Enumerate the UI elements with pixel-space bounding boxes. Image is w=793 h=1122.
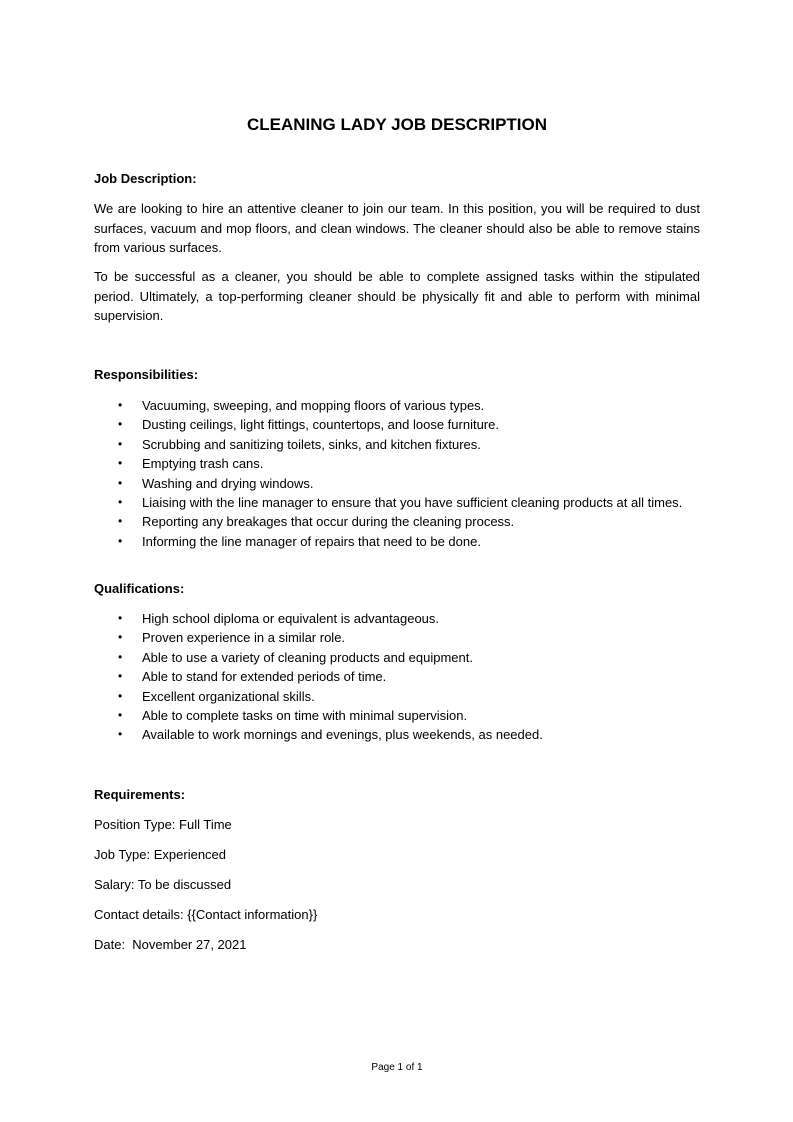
list-item [94,396,714,415]
list-item-text: Vacuuming, sweeping, and mopping floors of various types. [142,398,485,413]
date: Date: November 27, 2021 [94,937,247,952]
bullet-icon: • [118,533,123,548]
document-page [94,0,700,1122]
list-item [94,687,714,706]
list-item-text: Available to work mornings and evenings, plus weekends, as needed. [142,727,543,743]
list-item [94,435,714,454]
list-item-text: Emptying trash cans. [142,456,264,472]
bullet-icon: • [118,514,123,529]
job-description-heading: Job Description: [94,171,197,186]
salary: Salary: To be discussed [94,877,232,892]
bullet-icon: • [118,456,123,471]
bullet-icon: • [118,688,123,703]
page-number: Page 1 of 1 [371,1062,423,1073]
list-item [94,706,714,725]
list-item-text: Able to stand for extended periods of time. [142,669,387,685]
bullet-icon: • [118,727,123,742]
list-item-text: Proven experience in a similar role. [142,630,346,646]
qualifications-list [94,609,714,745]
bullet-icon: • [118,707,123,722]
qualifications-heading: Qualifications: [94,581,185,596]
list-item [94,667,714,686]
responsibilities-list [94,396,714,551]
list-item-text: Liaising with the line manager to ensure that you have sufficient cleaning products at all times. [142,494,683,510]
list-item-text: Excellent organizational skills. [142,688,315,704]
list-item [94,493,714,512]
list-item-text: Informing the line manager of repairs that need to be done. [142,533,481,549]
contact-details: Contact details: {{Contact information}} [94,907,318,922]
bullet-icon: • [118,436,123,451]
list-item [94,628,714,647]
list-item [94,454,714,473]
list-item [94,609,714,628]
requirements-heading: Requirements: [94,787,186,802]
bullet-icon: • [118,611,123,625]
bullet-icon: • [118,630,123,645]
job-description-paragraph-1: We are looking to hire an attentive cleaner to join our team. In this position, you will be required to dust surfaces, vacuum and mop floors, and clean windows. The cleaner should also be able to remove stains from various surfaces. [94,201,700,255]
document-title: CLEANING LADY JOB DESCRIPTION [246,115,548,134]
list-item [94,512,714,531]
list-item [94,532,714,551]
list-item-text: Dusting ceilings, light fittings, countertops, and loose furniture. [142,417,499,433]
list-item-text: Reporting any breakages that occur during the cleaning process. [142,514,515,530]
job-description-paragraph-2: To be successful as a cleaner, you should be able to complete assigned tasks within the stipulated period. Ultimately, a top-performing cleaner should be physically fit and able to perform with minimal supervision. [94,269,700,323]
list-item [94,725,714,744]
bullet-icon: • [118,398,123,412]
list-item-text: Able to complete tasks on time with minimal supervision. [142,707,468,723]
list-item-text: Washing and drying windows. [142,475,314,491]
list-item-text: High school diploma or equivalent is advantageous. [142,611,440,626]
list-item-text: Scrubbing and sanitizing toilets, sinks, and kitchen fixtures. [142,436,481,452]
bullet-icon: • [118,475,123,490]
job-type: Job Type: Experienced [94,847,227,862]
list-item [94,474,714,493]
list-item [94,415,714,434]
bullet-icon: • [118,649,123,664]
list-item [94,648,714,667]
bullet-icon: • [118,417,123,432]
position-type: Position Type: Full Time [94,817,232,832]
bullet-icon: • [118,494,123,509]
bullet-icon: • [118,669,123,684]
responsibilities-heading: Responsibilities: [94,367,199,382]
list-item-text: Able to use a variety of cleaning products and equipment. [142,649,473,665]
